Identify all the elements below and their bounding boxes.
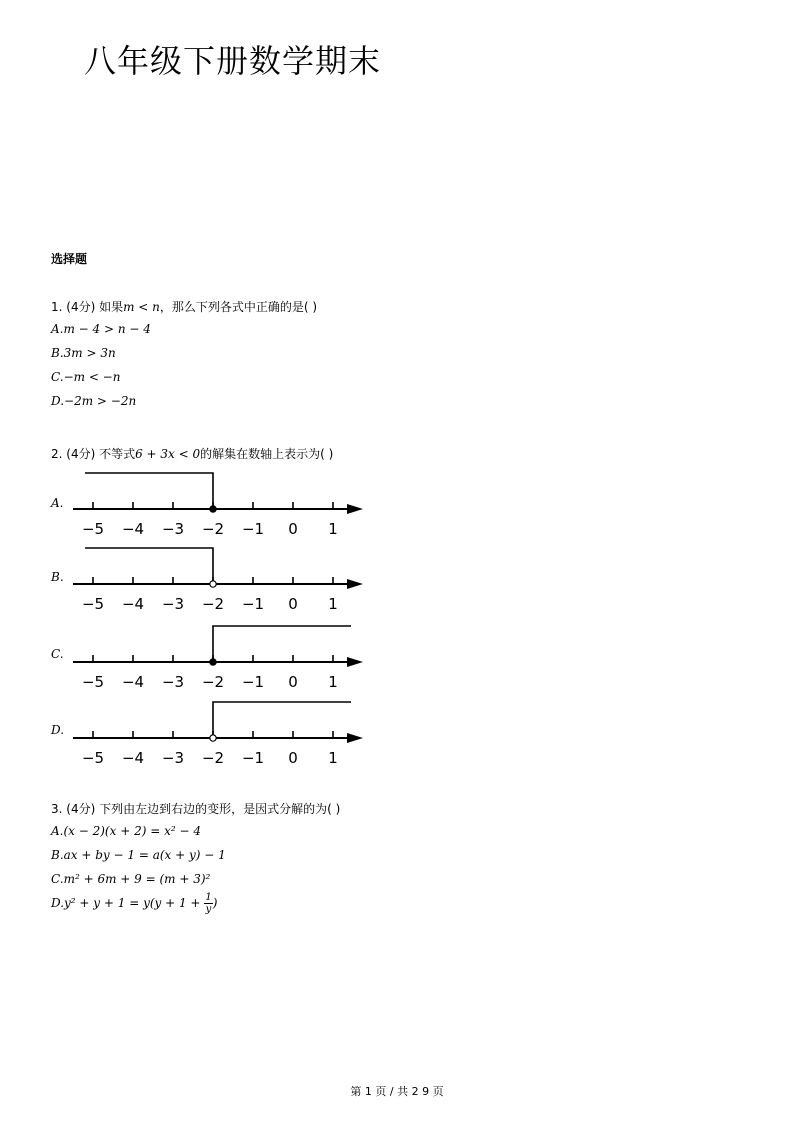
question-1-stem — [51, 298, 317, 315]
q3-option-d — [51, 892, 217, 915]
q2-number-line-b — [45, 540, 375, 618]
tick-label: −4 — [121, 673, 145, 691]
q3-option-d-tail: ) — [212, 896, 218, 910]
document-title: 八年级下册数学期末 — [84, 42, 382, 80]
tick-label: −5 — [81, 673, 105, 691]
tick-label: −3 — [161, 595, 185, 613]
tick-label: −5 — [81, 749, 105, 767]
q1-stem-math: m < n — [123, 300, 160, 314]
solution-bracket — [85, 473, 213, 509]
filled-point-icon — [210, 659, 216, 665]
q1-stem-prefix: 1. (4分) 如果 — [51, 300, 124, 314]
q3-option-c: C.m² + 6m + 9 = (m + 3)² — [51, 872, 211, 886]
tick-label: −2 — [201, 673, 225, 691]
tick-label: −2 — [201, 595, 225, 613]
solution-bracket — [213, 702, 351, 738]
tick-label: −1 — [241, 749, 265, 767]
tick-label: −5 — [81, 520, 105, 538]
tick-label: −4 — [121, 520, 145, 538]
q2-stem-suffix: 的解集在数轴上表示为( ) — [200, 447, 334, 461]
filled-point-icon — [210, 506, 216, 512]
fraction-denominator: y — [205, 904, 212, 915]
tick-label: −2 — [201, 520, 225, 538]
tick-label: 1 — [328, 595, 338, 613]
tick-label: 1 — [328, 749, 338, 767]
tick-label: −1 — [241, 595, 265, 613]
q2-option-b-label: B. — [51, 570, 64, 584]
q1-stem-suffix: ，那么下列各式中正确的是( ) — [159, 300, 318, 314]
open-point-icon — [210, 735, 216, 741]
section-heading: 选择题 — [51, 252, 88, 266]
solution-bracket — [213, 626, 351, 662]
tick-label: −4 — [121, 595, 145, 613]
q2-option-c-label: C. — [51, 647, 64, 661]
q2-number-line-a — [45, 465, 375, 543]
axis-arrow-icon — [347, 733, 363, 743]
tick-label: −2 — [201, 749, 225, 767]
tick-label: −1 — [241, 520, 265, 538]
tick-label: −1 — [241, 673, 265, 691]
page-footer: 第 1 页 / 共 2 9 页 — [350, 1085, 444, 1098]
fraction-numerator: 1 — [205, 892, 212, 903]
q1-option-d: D.−2m > −2n — [51, 394, 137, 408]
tick-label: 1 — [328, 520, 338, 538]
axis-arrow-icon — [347, 657, 363, 667]
question-3-stem: 3. (4分) 下列由左边到右边的变形，是因式分解的为( ) — [51, 802, 341, 816]
open-point-icon — [210, 581, 216, 587]
tick-label: −4 — [121, 749, 145, 767]
tick-label: 1 — [328, 673, 338, 691]
tick-label: −3 — [161, 749, 185, 767]
q3-option-a: A.(x − 2)(x + 2) = x² − 4 — [51, 824, 201, 838]
axis-arrow-icon — [347, 504, 363, 514]
tick-label: 0 — [288, 749, 298, 767]
q3-option-d-fraction — [204, 892, 212, 915]
tick-label: −3 — [161, 520, 185, 538]
q2-number-line-d — [45, 694, 375, 772]
q3-option-b: B.ax + by − 1 = a(x + y) − 1 — [51, 848, 226, 862]
tick-label: −5 — [81, 595, 105, 613]
q2-stem-prefix: 2. (4分) 不等式 — [51, 447, 136, 461]
q1-option-c: C.−m < −n — [51, 370, 121, 384]
axis-arrow-icon — [347, 579, 363, 589]
tick-label: 0 — [288, 673, 298, 691]
q2-option-a-label: A. — [51, 496, 64, 510]
question-2-stem — [51, 445, 333, 462]
solution-bracket — [85, 548, 213, 584]
q3-option-d-text: D.y² + y + 1 = y(y + 1 + — [51, 896, 205, 910]
q1-option-a: A.m − 4 > n − 4 — [51, 322, 151, 336]
tick-label: 0 — [288, 520, 298, 538]
q1-option-b: B.3m > 3n — [51, 346, 116, 360]
q2-stem-math: 6 + 3x < 0 — [135, 447, 201, 461]
q2-number-line-c — [45, 618, 375, 696]
q2-option-d-label: D. — [51, 723, 65, 737]
tick-label: −3 — [161, 673, 185, 691]
tick-label: 0 — [288, 595, 298, 613]
